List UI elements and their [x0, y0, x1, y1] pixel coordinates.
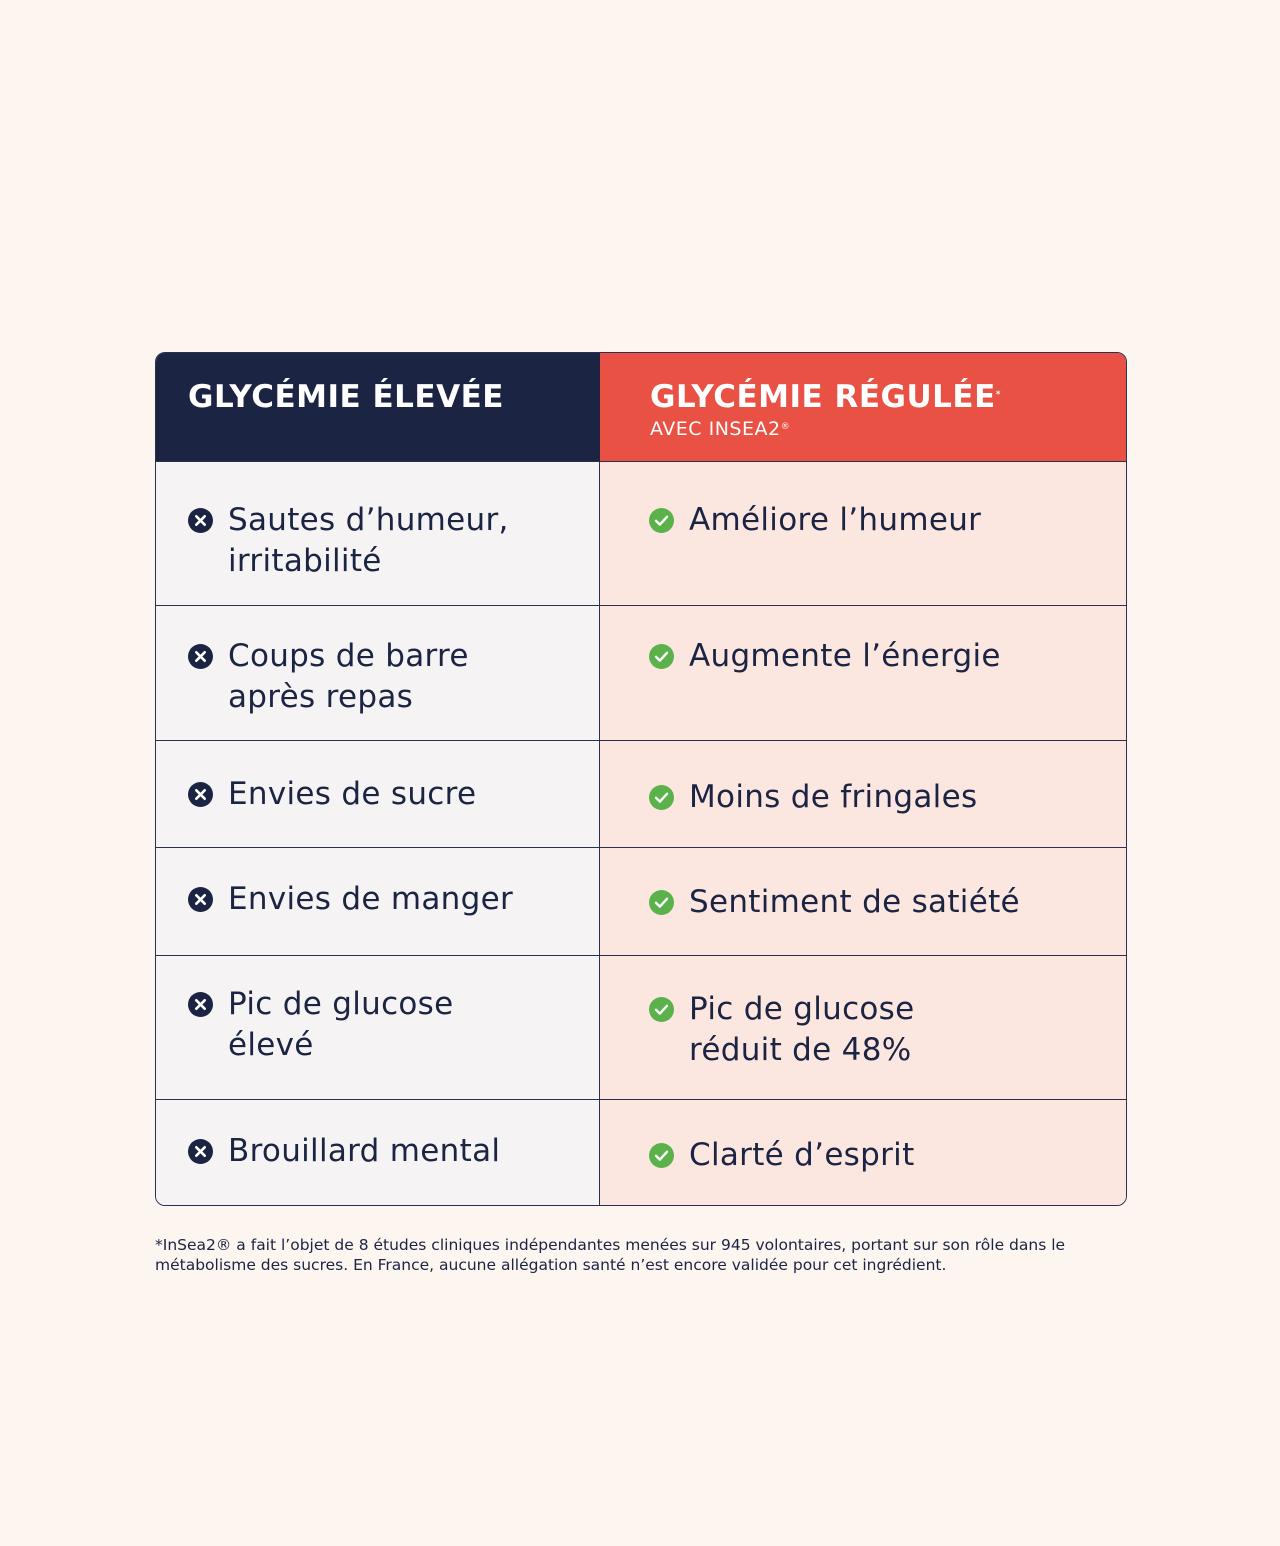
positive-cell: [600, 462, 1126, 605]
check-circle-icon: [649, 890, 674, 915]
x-circle-icon: [188, 1139, 213, 1164]
positive-label: Augmente l’énergie: [689, 638, 1001, 674]
x-circle-icon: [188, 508, 213, 533]
table-row: [156, 461, 1126, 605]
check-circle-icon: [649, 997, 674, 1022]
header-right-subtitle-mark: ®: [780, 422, 791, 432]
positive-label: Moins de fringales: [689, 779, 978, 815]
negative-cell: [156, 1100, 600, 1205]
x-circle-icon: [188, 644, 213, 669]
positive-cell: [600, 848, 1126, 955]
footnote: *InSea2® a fait l’objet de 8 études cliniques indépendantes menées sur 945 volontaires, portant sur son rôle dans le métabolisme des sucres. En France, aucune allégation santé n’est encore validée pour cet ingrédient.: [155, 1236, 1066, 1274]
negative-cell: [156, 606, 600, 740]
table-row: [156, 605, 1126, 740]
check-circle-icon: [649, 1143, 674, 1168]
header-regulated-glycemia: [600, 353, 1126, 461]
header-right-subtitle: AVEC INSEA2: [650, 418, 781, 440]
x-circle-icon: [188, 992, 213, 1017]
negative-cell: [156, 848, 600, 955]
x-circle-icon: [188, 887, 213, 912]
header-high-glycemia: [156, 353, 600, 461]
header-right-title-mark: *: [995, 390, 1001, 400]
table-row: [156, 740, 1126, 847]
header-left-title: GLYCÉMIE ÉLEVÉE: [188, 379, 504, 415]
negative-label: Brouillard mental: [228, 1133, 501, 1169]
negative-label: Envies de sucre: [228, 776, 477, 812]
positive-label: Pic de glucose réduit de 48%: [689, 991, 915, 1068]
negative-label: Coups de barre après repas: [228, 638, 469, 715]
header-right-subtitle-wrap: [650, 417, 1126, 441]
positive-label: Améliore l’humeur: [689, 502, 982, 538]
negative-cell: [156, 741, 600, 847]
check-circle-icon: [649, 785, 674, 810]
negative-label: Pic de glucose élevé: [228, 986, 454, 1063]
positive-cell: [600, 956, 1126, 1099]
check-circle-icon: [649, 644, 674, 669]
negative-label: Envies de manger: [228, 881, 514, 917]
table-row: [156, 955, 1126, 1099]
x-circle-icon: [188, 782, 213, 807]
negative-cell: [156, 462, 600, 605]
table-header: [156, 353, 1126, 461]
check-circle-icon: [649, 508, 674, 533]
positive-cell: [600, 741, 1126, 847]
header-right-title-wrap: [650, 377, 1126, 417]
positive-cell: [600, 1100, 1126, 1205]
negative-cell: [156, 956, 600, 1099]
header-right-title: GLYCÉMIE RÉGULÉE: [650, 379, 996, 415]
comparison-table: [155, 352, 1127, 1206]
positive-label: Sentiment de satiété: [689, 884, 1020, 920]
table-row: [156, 1099, 1126, 1205]
table-row: [156, 847, 1126, 955]
positive-cell: [600, 606, 1126, 740]
negative-label: Sautes d’humeur, irritabilité: [228, 502, 509, 579]
positive-label: Clarté d’esprit: [689, 1137, 915, 1173]
